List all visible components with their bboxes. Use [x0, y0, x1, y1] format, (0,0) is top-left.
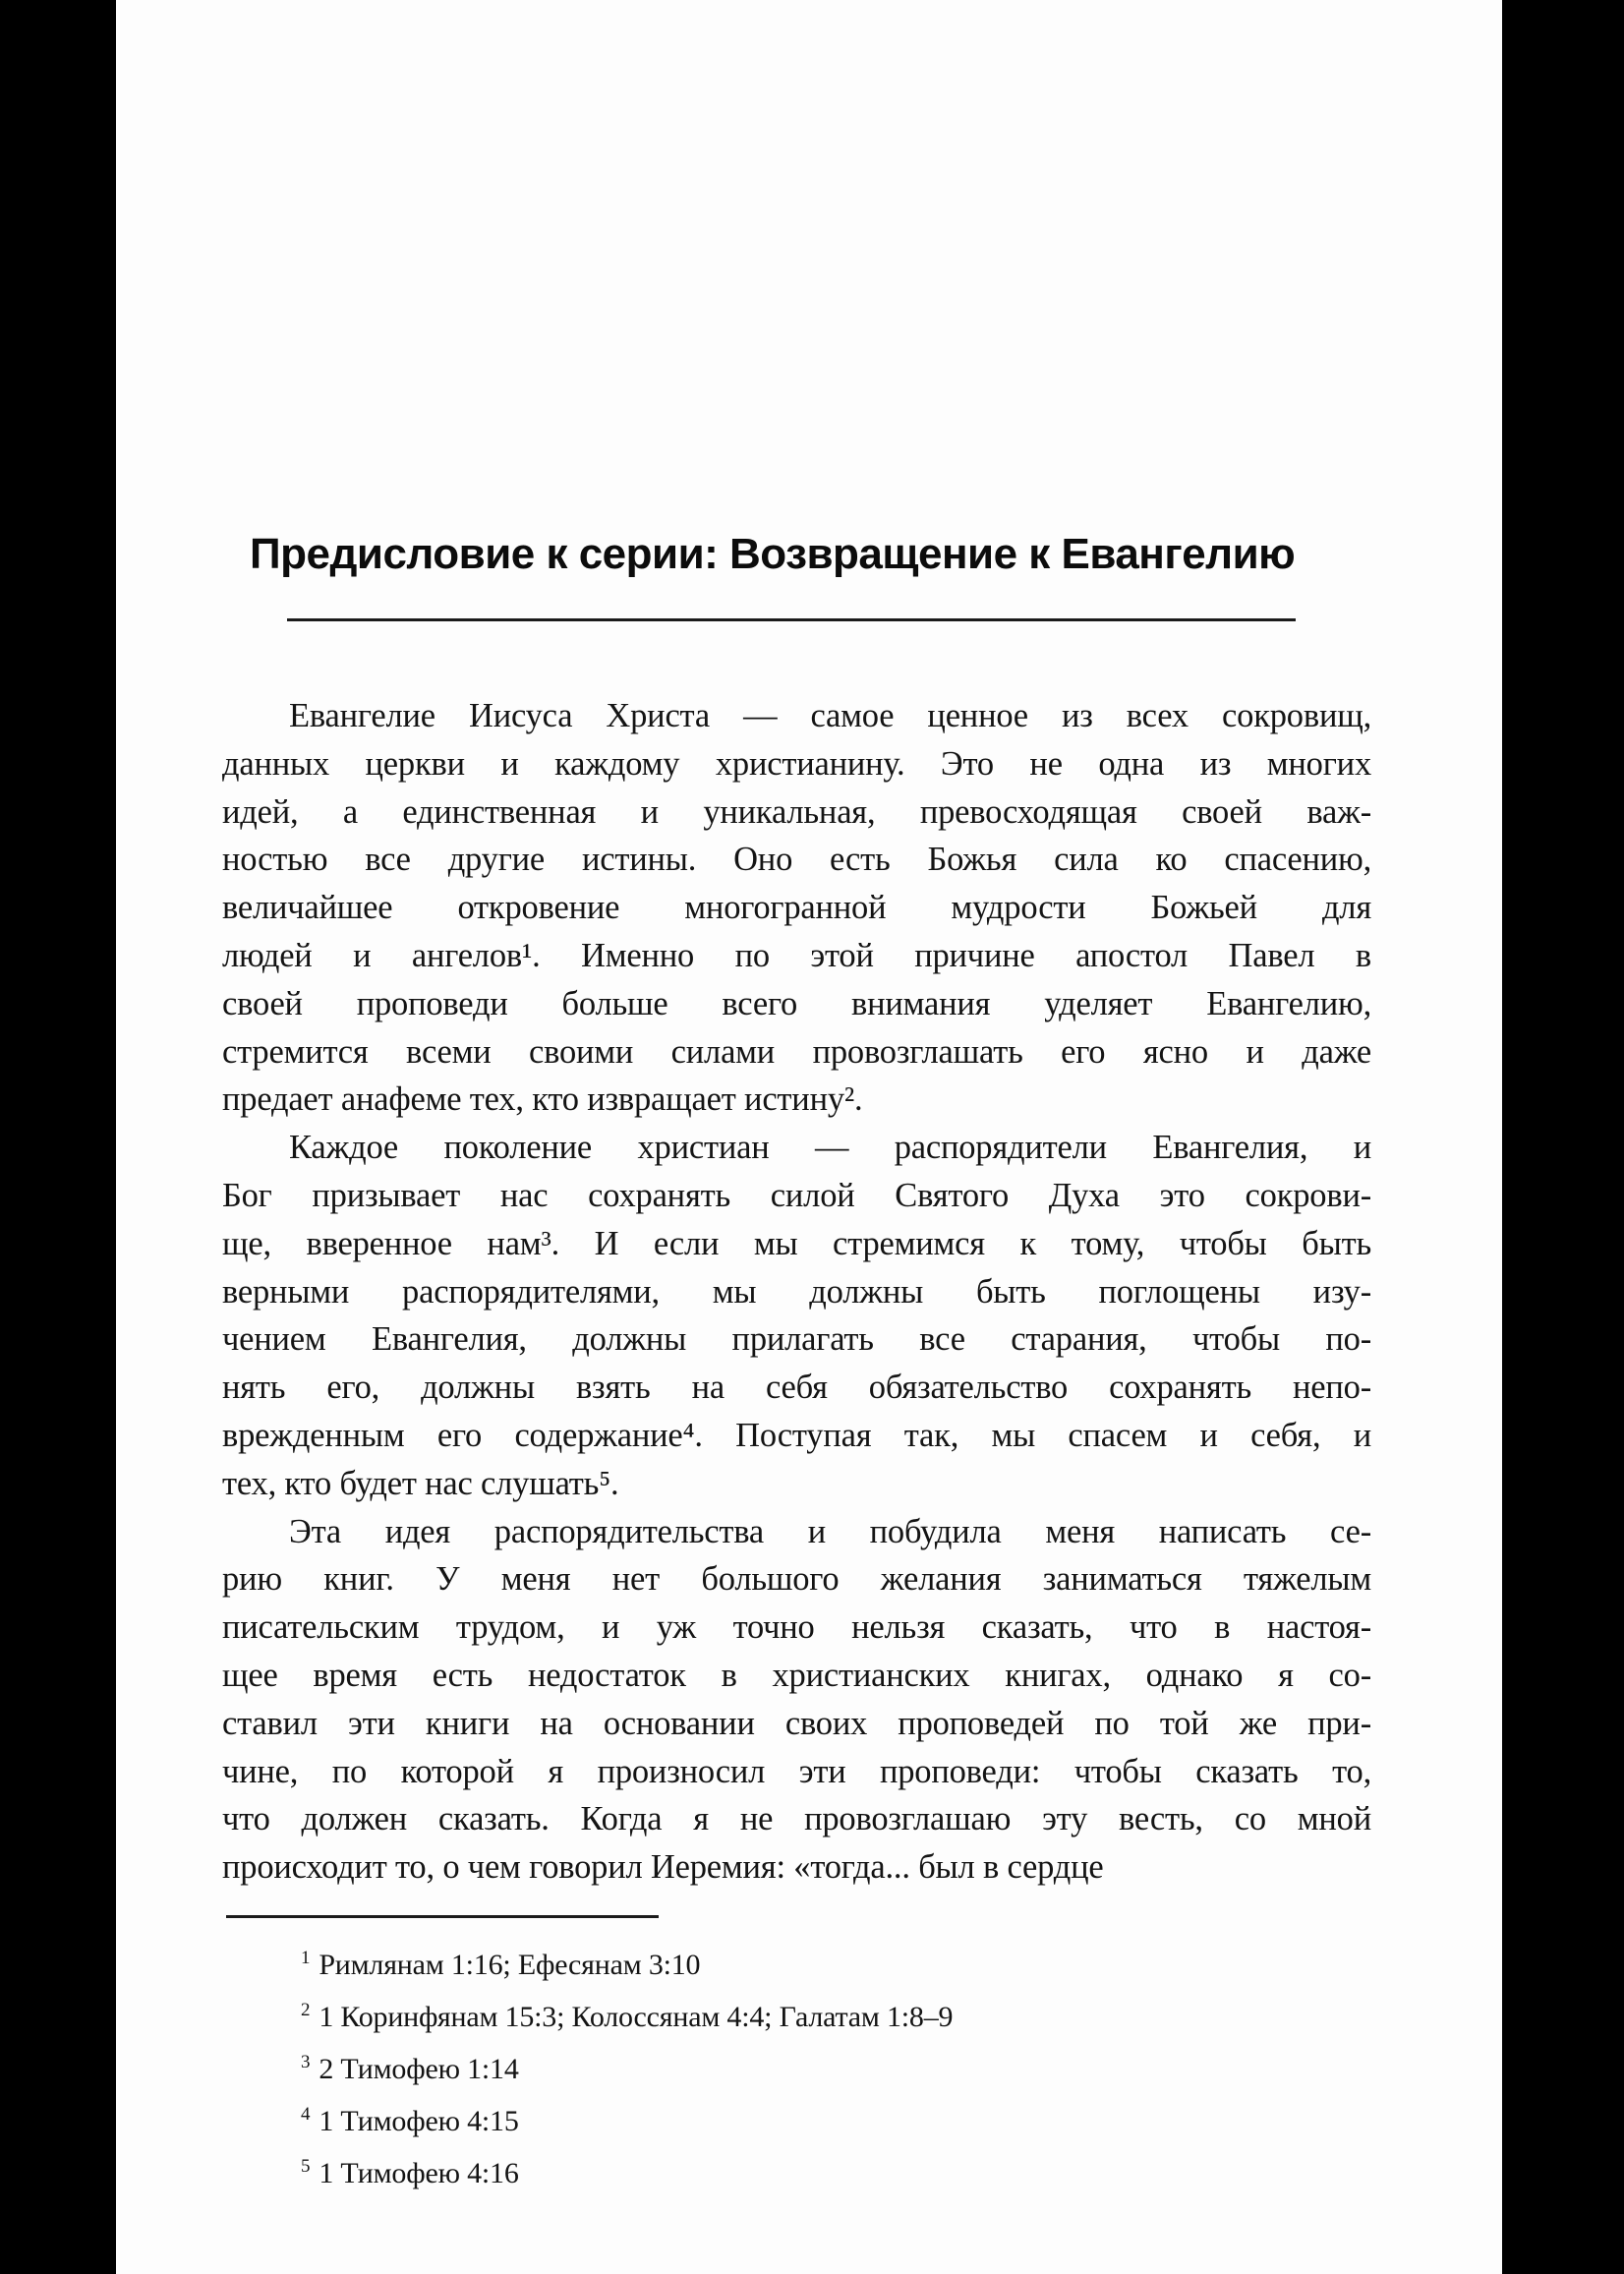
- footnote-marker: 2: [301, 2000, 311, 2020]
- footnote-marker: 5: [301, 2156, 311, 2177]
- text-line: величайшее откровение многогранной мудрости Божьей для: [222, 889, 1371, 927]
- text-line: данных церкви и каждому христианину. Это не одна из многих: [222, 744, 1371, 783]
- footnote-text: 1 Коринфянам 15:3; Колоссянам 4:4; Галатам 1:8–9: [319, 2001, 954, 2033]
- title-divider-rule: [287, 618, 1296, 621]
- footnote-text: 1 Тимофею 4:15: [319, 2105, 519, 2137]
- scan-edge-left: [0, 0, 116, 2274]
- text-line: людей и ангелов¹. Именно по этой причине апостол Павел в: [222, 936, 1371, 974]
- text-line: предает анафеме тех, кто извращает истину².: [222, 1080, 863, 1119]
- paragraph: [222, 1124, 1371, 1507]
- footnote-text: 2 Тимофею 1:14: [319, 2053, 519, 2085]
- text-line: писательским трудом, и уж точно нельзя сказать, что в настоя-: [222, 1608, 1371, 1647]
- footnote-item: [222, 1939, 1371, 1991]
- footnote-marker: 4: [301, 2104, 311, 2125]
- scan-edge-right: [1502, 0, 1624, 2274]
- text-line: Бог призывает нас сохранять силой Святого Духа это сокрови-: [222, 1176, 1371, 1214]
- text-line: Евангелие Иисуса Христа — самое ценное из всех сокровищ,: [289, 697, 1371, 734]
- footnote-item: [222, 2043, 1371, 2095]
- text-line: щее время есть недостаток в христианских книгах, однако я со-: [222, 1656, 1371, 1694]
- text-line: Эта идея распорядительства и побудила меня написать се-: [289, 1512, 1371, 1550]
- text-line: врежденным его содержание⁴. Поступая так, мы спасем и себя, и: [222, 1416, 1371, 1454]
- footnote-item: [222, 2095, 1371, 2147]
- text-line: Каждое поколение христиан — распорядители Евангелия, и: [289, 1129, 1371, 1167]
- text-line: чением Евангелия, должны прилагать все старания, чтобы по-: [222, 1320, 1371, 1359]
- footnote-text: 1 Тимофею 4:16: [319, 2157, 519, 2189]
- body-text: [222, 692, 1371, 1892]
- text-line: нять его, должны взять на себя обязательство сохранять непо-: [222, 1369, 1371, 1407]
- footnote-marker: 3: [301, 2052, 311, 2072]
- page-title: Предисловие к серии: Возвращение к Евангелию: [250, 530, 1296, 579]
- text-line: тех, кто будет нас слушать⁵.: [222, 1464, 619, 1502]
- text-line: своей проповеди больше всего внимания уделяет Евангелию,: [222, 984, 1371, 1022]
- footnotes: [222, 1939, 1371, 2199]
- text-line: ставил эти книги на основании своих проповедей по той же при-: [222, 1704, 1371, 1742]
- text-line: ностью все другие истины. Оно есть Божья сила ко спасению,: [222, 841, 1371, 879]
- text-line: стремится всеми своими силами провозглашать его ясно и даже: [222, 1032, 1371, 1071]
- text-line: что должен сказать. Когда я не провозглашаю эту весть, со мной: [222, 1800, 1371, 1838]
- footnote-item: [222, 1991, 1371, 2043]
- text-line: идей, а единственная и уникальная, превосходящая своей важ-: [222, 792, 1371, 831]
- paragraph: [222, 692, 1371, 1124]
- paragraph: [222, 1508, 1371, 1892]
- text-line: ще, вверенное нам³. И если мы стремимся к тому, чтобы быть: [222, 1224, 1371, 1262]
- footnote-separator-rule: [226, 1915, 659, 1918]
- footnote-marker: 1: [301, 1948, 311, 1968]
- footnote-text: Римлянам 1:16; Ефесянам 3:10: [319, 1949, 701, 1981]
- text-line: рию книг. У меня нет большого желания заниматься тяжелым: [222, 1560, 1371, 1599]
- text-line: происходит то, о чем говорил Иеремия: «тогда... был в сердце: [222, 1848, 1104, 1887]
- text-line: чине, по которой я произносил эти проповеди: чтобы сказать то,: [222, 1752, 1371, 1790]
- footnote-item: [222, 2147, 1371, 2199]
- text-line: верными распорядителями, мы должны быть поглощены изу-: [222, 1272, 1371, 1311]
